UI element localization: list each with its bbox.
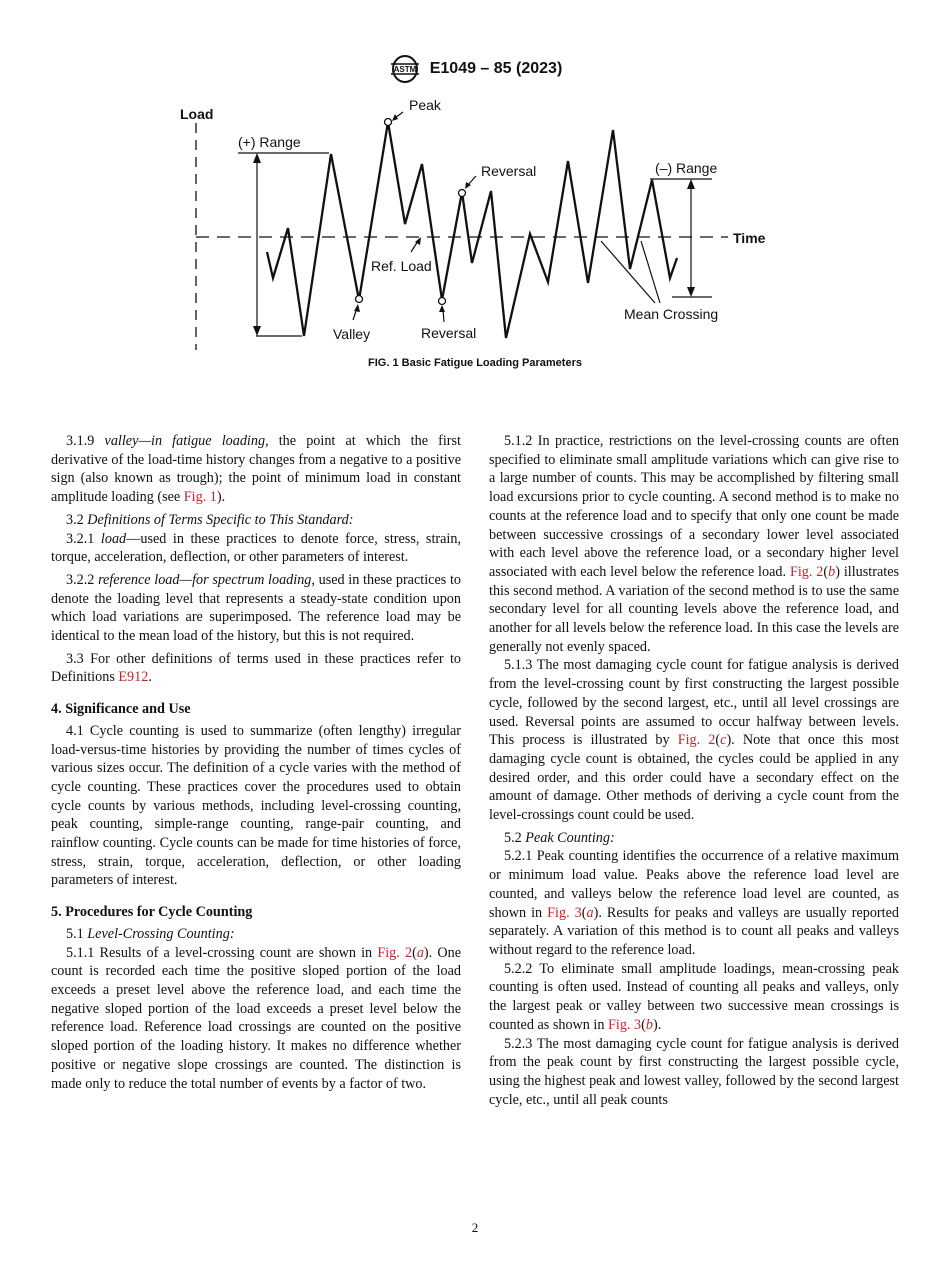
e912-link[interactable]: E912 (118, 669, 149, 686)
fig-2c-link[interactable]: c (720, 732, 727, 749)
load-history-waveform (267, 122, 677, 338)
mean-crossing-pointer-2 (641, 241, 660, 303)
left-column (51, 432, 461, 1093)
paragraph-3-1-9: 3.1.9 valley—in fatigue loading, the point at which the first derivative of the load-time history changes from a negative to a positive sign (also known as trough); the point of minimum load in constant amplitude loading (see Fig. 1). (51, 433, 461, 506)
minus-range-label: (–) Range (655, 160, 718, 176)
page-header (0, 54, 950, 84)
fig-2-link[interactable]: Fig. 2 (377, 944, 413, 961)
peak-marker (385, 119, 392, 126)
section-4-heading: 4. Significance and Use (51, 701, 191, 718)
fig-2b-link[interactable]: b (828, 563, 836, 580)
reversal-top-marker (459, 190, 466, 197)
paragraph-5-2-2: 5.2.2 To eliminate small amplitude loadings, mean-crossing peak counting is often used. Instead of counting all peaks and valleys, only the largest peak or valley between two successive mean crossings is counted as shown in Fig. 3(b). (489, 960, 899, 1033)
paragraph-5-1: 5.1 Level-Crossing Counting: (66, 925, 235, 942)
term-load: load (100, 530, 127, 547)
arrowhead-icon (354, 304, 360, 312)
paragraph-4-1: 4.1 Cycle counting is used to summarize (often lengthy) irregular load-versus-time histories by providing the number of times cycles of various sizes occur. The definition of a cycle varies with the method of cycle counting. These practices cover the procedures used to obtain cycle counts by various methods, including level-crossing counting, peak counting, simple-range counting, range-pair counting, and rainflow counting. Cycle counts can be made for time histories of force, stress, strain, torque, acceleration, deflection, or other loading parameters of interest. (51, 722, 461, 889)
paragraph-5-1-2: 5.1.2 In practice, restrictions on the level-crossing counts are often specified to eliminate small amplitude variations which can give rise to a large number of counts. This may be accomplished by filtering small load excursions prior to cycle counting. A second method is to make no counts at the reference load and to specify that only one count be made between successive crossings of a secondary lower level associated with each level above the reference load, or a secondary higher level associated with each level below the reference load. Fig. 2(b) illustrates this second method. A variation of the second method is to use the same secondary level for all counting levels above the reference load, and another for all levels below the reference load. In this case the levels are generally not evenly spaced. (489, 433, 900, 655)
time-axis-label: Time (733, 230, 766, 246)
right-column (489, 432, 899, 1109)
arrowhead-icon (253, 326, 261, 336)
arrowhead-icon (687, 287, 695, 297)
mean-crossing-label: Mean Crossing (624, 306, 719, 322)
paragraph-5-2-1: 5.2.1 Peak counting identifies the occurrence of a relative maximum or minimum load value. Peaks above the reference load level are counted, and valleys below the reference load level are counted, as shown in Fig. 3(a). Results for peaks and valleys are usually reported separately. A variation of this method is to count all peaks and valleys without regard to the reference load. (489, 848, 899, 958)
load-axis-label: Load (180, 106, 214, 122)
plus-range-label: (+) Range (238, 134, 301, 150)
section-5-heading: 5. Procedures for Cycle Counting (51, 904, 253, 921)
peak-label: Peak (409, 97, 441, 113)
paragraph-3-2-1: 3.2.1 load—used in these practices to denote force, stress, strain, torque, acceleration, deflection, or other parameters of interest. (51, 530, 461, 566)
paragraph-3-3: 3.3 For other definitions of terms used in these practices refer to Definitions E912. (51, 650, 461, 686)
astm-logo-icon (388, 54, 422, 84)
ref-load-label: Ref. Load (371, 258, 432, 274)
reversal-bottom-marker (439, 298, 446, 305)
page-number: 2 (471, 1220, 479, 1235)
logo-text: ASTM (393, 65, 417, 74)
figure-caption: FIG. 1 Basic Fatigue Loading Parameters (368, 357, 582, 369)
reversal-bottom-label: Reversal (421, 325, 477, 341)
fig-3-link[interactable]: Fig. 3 (608, 1016, 642, 1033)
term-reference-load: reference load—for spectrum loading (98, 571, 312, 588)
fig-3a-link[interactable]: a (586, 904, 594, 921)
paragraph-5-2-3: 5.2.3 The most damaging cycle count for fatigue analysis is derived from the peak count by first constructing the largest possible cycle, using the highest peak and lowest valley, followed by the second largest cycle, etc., until all peak counts (489, 1035, 899, 1108)
term-valley: valley—in fatigue loading (104, 433, 266, 449)
valley-marker (356, 296, 363, 303)
arrowhead-icon (687, 179, 695, 189)
reversal-top-label: Reversal (481, 163, 537, 179)
paragraph-3-2: 3.2 Definitions of Terms Specific to This Standard: (66, 511, 354, 528)
arrowhead-icon (439, 305, 445, 312)
arrowhead-icon (253, 153, 261, 163)
fig-1-link[interactable]: Fig. 1 (183, 489, 217, 506)
arrowhead-icon (392, 114, 398, 121)
document-designation: E1049 – 85 (2023) (429, 60, 563, 77)
paragraph-5-2: 5.2 Peak Counting: (504, 829, 615, 846)
fig-3b-link[interactable]: b (645, 1016, 653, 1033)
fatigue-loading-diagram (0, 90, 950, 352)
fig-2a-link[interactable]: a (416, 944, 424, 961)
fig-2-link[interactable]: Fig. 2 (789, 563, 824, 580)
paragraph-5-1-3: 5.1.3 The most damaging cycle count for fatigue analysis is derived from the level-crossing count by first constructing the largest possible cycle, followed by the second largest, etc., until all level crossings are used. Reversal points are assumed to occur halfway between levels. This process is illustrated by Fig. 2(c). Note that once this most damaging cycle count is obtained, the cycles could be applied in any desired order, and this order could have a secondary effect on the amount of damage. Other methods of deriving a cycle count from the level-crossings count could be used. (489, 657, 899, 824)
paragraph-5-1-1: 5.1.1 Results of a level-crossing count are shown in Fig. 2(a). One count is recorded each time the positive sloped portion of the load exceeds a preset level above the reference load, and each time the negative sloped portion of the load exceeds a preset level below the reference load. Reference load crossings are counted on the positive sloped portion of the loading history. It makes no difference whether positive or negative slope crossings are counted. The distinction is made only to reduce the total number of events by a factor of two. (51, 944, 461, 1092)
valley-label: Valley (333, 326, 371, 342)
figure-1 (0, 90, 950, 352)
fig-3-link[interactable]: Fig. 3 (547, 904, 582, 921)
fig-2-link[interactable]: Fig. 2 (677, 732, 716, 749)
paragraph-3-2-2: 3.2.2 reference load—for spectrum loading, used in these practices to denote the loading level that represents a steady-state condition upon which load variations are superimposed. The reference load may be identical to the mean load of the history, but this is not required. (51, 571, 461, 645)
